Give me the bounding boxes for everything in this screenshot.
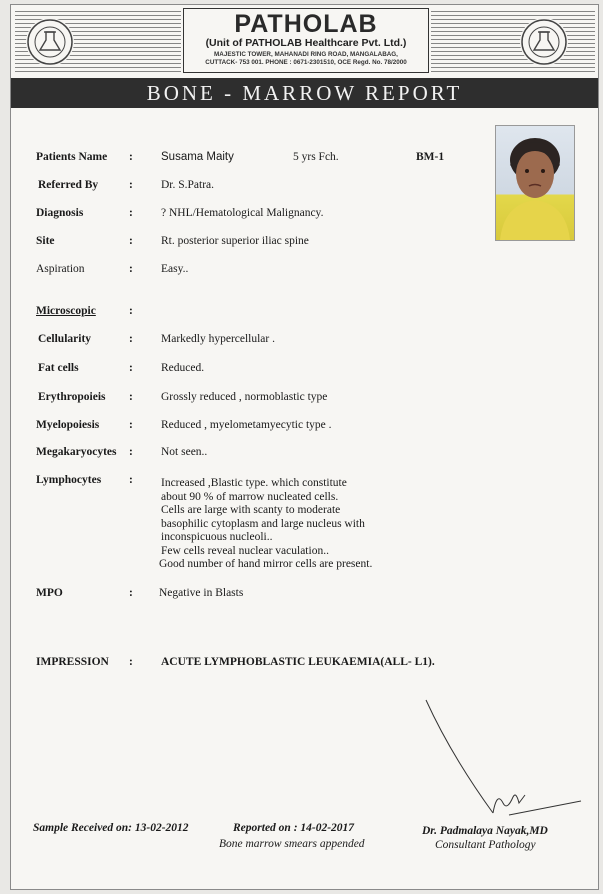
laboratory-seal-icon [26, 18, 74, 66]
laboratory-seal-icon [520, 18, 568, 66]
lymphocytes-line: about 90 % of marrow nucleated cells. [161, 490, 339, 503]
report-sheet [10, 4, 599, 890]
megakaryocytes-value: Not seen.. [161, 446, 208, 458]
site-value: Rt. posterior superior iliac spine [161, 235, 309, 247]
brand-block [183, 8, 429, 73]
sample-received: Sample Received on: 13-02-2012 [33, 822, 189, 834]
address-line-1: MAJESTIC TOWER, MAHANADI RING ROAD, MANGALABAG, [214, 51, 398, 58]
report-id: BM-1 [416, 151, 445, 163]
erythropoiesis-value: Grossly reduced , normoblastic type [161, 391, 328, 403]
brand-subtitle: (Unit of PATHOLAB Healthcare Pvt. Ltd.) [205, 37, 407, 49]
mpo-label: MPO [36, 587, 63, 599]
erythropoiesis-label: Erythropoieis [38, 391, 106, 403]
reported-on: Reported on : 14-02-2017 [233, 822, 355, 834]
aspiration-value: Easy.. [161, 263, 189, 275]
colon: : [129, 179, 133, 191]
lymphocytes-label: Lymphocytes [36, 474, 102, 486]
colon: : [129, 446, 133, 458]
referred-label: Referred By [38, 179, 99, 191]
patient-age: 5 yrs Fch. [293, 151, 339, 163]
colon: : [129, 391, 133, 403]
colon: : [129, 263, 133, 275]
colon: : [129, 587, 133, 599]
lymphocytes-line: Few cells reveal nuclear vaculation.. [161, 544, 329, 557]
lymphocytes-line: inconspicuous nucleoli.. [161, 531, 273, 543]
address-line-2: CUTTACK- 753 001. PHONE : 0671-2301510, OCE Regd. No. 78/2000 [205, 59, 407, 66]
patient-photo [495, 125, 575, 241]
colon: : [129, 362, 133, 374]
patient-name-label: Patients Name [36, 151, 108, 163]
lymphocytes-line: basophilic cytoplasm and large nucleus with [161, 517, 365, 530]
fat-cells-value: Reduced. [161, 362, 205, 374]
brand-name: PATHOLAB [234, 10, 378, 38]
colon: : [129, 333, 133, 345]
header-stripe-right [431, 11, 595, 73]
lymphocytes-line: Increased ,Blastic type. which constitute [161, 477, 347, 489]
colon: : [129, 305, 133, 317]
myelopoiesis-label: Myelopoiesis [36, 419, 100, 431]
colon: : [129, 235, 133, 247]
smears-note: Bone marrow smears appended [219, 838, 365, 850]
diagnosis-label: Diagnosis [36, 207, 84, 219]
lymphocytes-description [161, 477, 372, 572]
doctor-name: Dr. Padmalaya Nayak,MD [422, 825, 548, 837]
colon: : [129, 207, 133, 219]
colon: : [129, 419, 133, 431]
microscopic-heading: Microscopic [36, 305, 96, 317]
megakaryocytes-label: Megakaryocytes [36, 446, 117, 458]
cellularity-label: Cellularity [38, 333, 92, 345]
lymphocytes-line: Cells are large with scanty to moderate [161, 504, 341, 516]
signature-mark [421, 695, 591, 825]
diagnosis-value: ? NHL/Hematological Malignancy. [161, 207, 324, 219]
referred-value: Dr. S.Patra. [161, 179, 215, 191]
fat-cells-label: Fat cells [38, 362, 79, 374]
myelopoiesis-value: Reduced , myelometamyecytic type . [161, 419, 332, 431]
impression-value: ACUTE LYMPHOBLASTIC LEUKAEMIA(ALL- L1). [161, 656, 435, 668]
report-title: BONE - MARROW REPORT [11, 78, 598, 108]
impression-label: IMPRESSION [36, 656, 109, 668]
mpo-value: Negative in Blasts [159, 587, 244, 599]
lymphocytes-line: Good number of hand mirror cells are present. [159, 558, 373, 570]
colon: : [129, 151, 133, 163]
site-label: Site [36, 235, 55, 247]
patient-name-value: Susama Maity [161, 151, 234, 163]
colon: : [129, 656, 133, 668]
doctor-title: Consultant Pathology [435, 839, 536, 851]
cellularity-value: Markedly hypercellular . [161, 333, 275, 345]
aspiration-label: Aspiration [36, 263, 85, 275]
colon: : [129, 474, 133, 486]
letterhead [11, 5, 598, 79]
